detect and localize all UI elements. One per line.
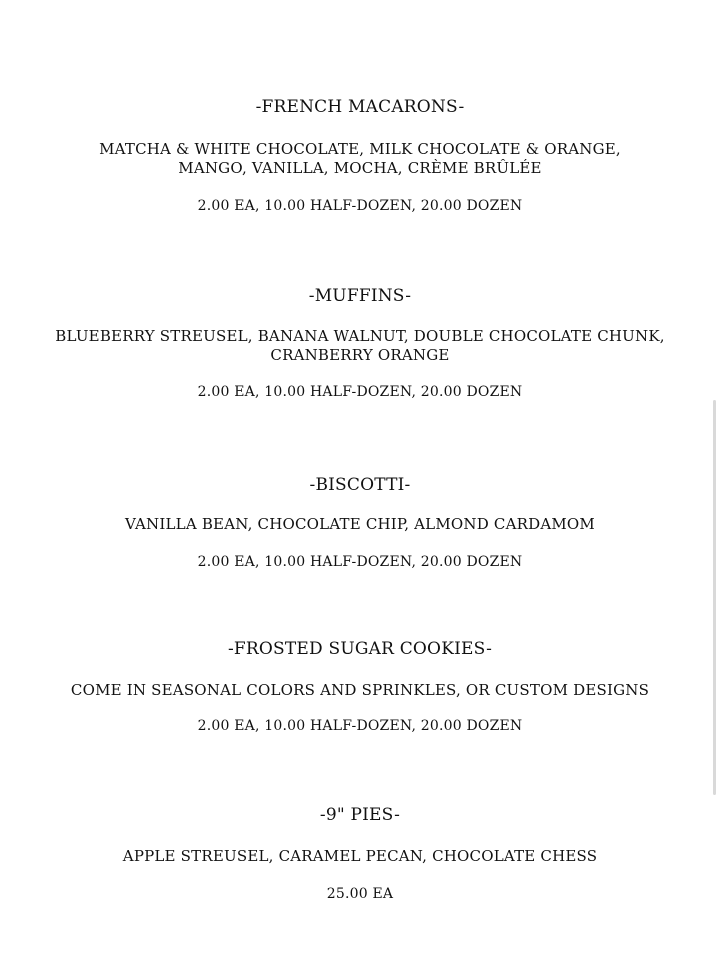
sugar-cookies-items: COME IN SEASONAL COLORS AND SPRINKLES, OR CUSTOM DESIGNS xyxy=(70,681,650,699)
sugar-cookies-price: 2.00 EA, 10.00 HALF-DOZEN, 20.00 DOZEN xyxy=(197,718,523,734)
vertical-scrollbar[interactable] xyxy=(713,400,716,795)
muffins-items-line-1: BLUEBERRY STREUSEL, BANANA WALNUT, DOUBLE CHOCOLATE CHUNK, xyxy=(55,327,665,345)
section-title-macarons: -FRENCH MACARONS- xyxy=(255,97,465,117)
macarons-items-line-1: MATCHA & WHITE CHOCOLATE, MILK CHOCOLATE & ORANGE, xyxy=(99,140,621,158)
macarons-price: 2.00 EA, 10.00 HALF-DOZEN, 20.00 DOZEN xyxy=(197,198,523,214)
pies-price: 25.00 EA xyxy=(326,886,394,902)
macarons-items-line-2: MANGO, VANILLA, MOCHA, CRÈME BRÛLÉE xyxy=(178,159,542,177)
muffins-price: 2.00 EA, 10.00 HALF-DOZEN, 20.00 DOZEN xyxy=(197,384,523,400)
section-title-muffins: -MUFFINS- xyxy=(308,286,412,306)
biscotti-items: VANILLA BEAN, CHOCOLATE CHIP, ALMOND CARDAMOM xyxy=(125,515,595,533)
section-title-sugar-cookies: -FROSTED SUGAR COOKIES- xyxy=(227,639,493,659)
biscotti-price: 2.00 EA, 10.00 HALF-DOZEN, 20.00 DOZEN xyxy=(197,554,523,570)
muffins-items-line-2: CRANBERRY ORANGE xyxy=(270,346,450,364)
section-title-pies: -9" PIES- xyxy=(319,805,401,825)
section-title-biscotti: -BISCOTTI- xyxy=(309,475,411,495)
pies-items: APPLE STREUSEL, CARAMEL PECAN, CHOCOLATE CHESS xyxy=(122,847,598,865)
